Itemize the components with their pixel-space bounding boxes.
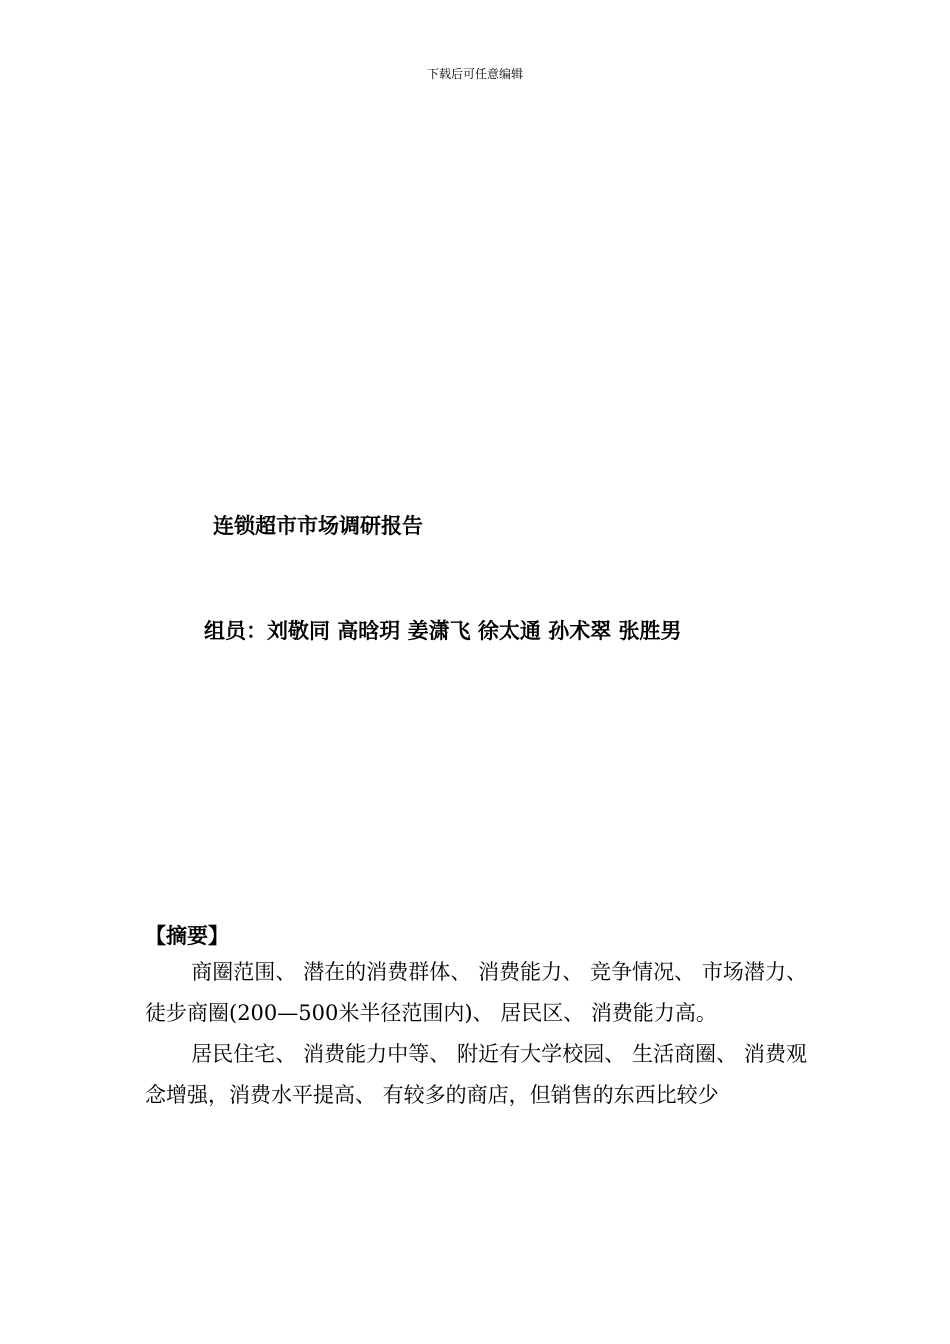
document-title: 连锁超市市场调研报告 xyxy=(213,513,423,538)
abstract-paragraph: 商圈范围、 潜在的消费群体、 消费能力、 竞争情况、 市场潜力、 徒步商圈(200—500米半径范围内)、 居民区、 消费能力高。 xyxy=(145,960,807,1025)
page-header-note: 下载后可任意编辑 xyxy=(426,67,523,81)
abstract-paragraph: 居民住宅、 消费能力中等、 附近有大学校园、 生活商圈、 消费观念增强，消费水平提高、 有较多的商店，但销售的东西比较少 xyxy=(145,1042,807,1107)
abstract-section xyxy=(145,920,807,1116)
abstract-heading: 【摘要】 xyxy=(145,923,229,948)
group-members: 组员：刘敬同 高晗玥 姜潇飞 徐太通 孙术翠 张胜男 xyxy=(204,618,682,643)
